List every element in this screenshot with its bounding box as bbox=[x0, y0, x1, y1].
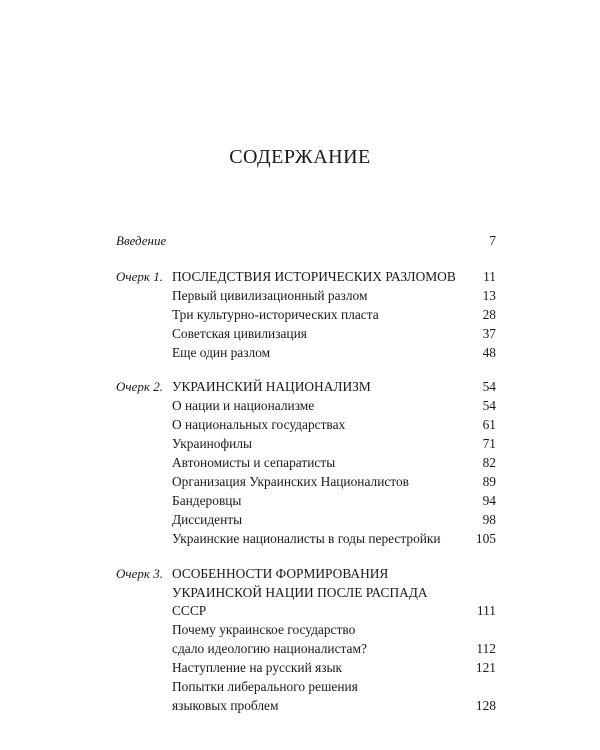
toc-entry bbox=[116, 454, 496, 473]
toc-page-number: 61 bbox=[482, 417, 496, 433]
toc-entry-title bbox=[172, 454, 460, 473]
toc-section bbox=[116, 565, 496, 716]
toc-page-number: 71 bbox=[482, 436, 496, 452]
toc-page-number: 111 bbox=[476, 603, 496, 619]
toc-title-line: ОСОБЕННОСТИ ФОРМИРОВАНИЯ bbox=[172, 565, 389, 581]
toc-page-number: 13 bbox=[482, 287, 496, 303]
toc-title-line: Попытки либерального решения bbox=[172, 679, 358, 695]
toc-section-heading bbox=[116, 268, 496, 287]
toc-title-line: УКРАИНСКОЙ НАЦИИ ПОСЛЕ РАСПАДА bbox=[172, 584, 428, 600]
toc-section-label: Очерк 2. bbox=[116, 379, 163, 395]
toc-title-line: Украинские националисты в годы перестройки bbox=[172, 530, 441, 546]
toc-title-line: Почему украинское государство bbox=[172, 622, 356, 638]
toc-page-number: 28 bbox=[482, 306, 496, 322]
toc-section bbox=[116, 378, 496, 548]
toc-page-number: 105 bbox=[475, 530, 496, 546]
toc-page-number: 94 bbox=[482, 492, 496, 508]
toc-page-number: 112 bbox=[476, 641, 496, 657]
toc-entry bbox=[116, 678, 496, 716]
toc-section-label: Очерк 3. bbox=[116, 565, 163, 581]
toc-entry-title bbox=[172, 678, 460, 716]
toc-title-line: Диссиденты bbox=[172, 511, 243, 527]
toc-entry-title bbox=[172, 621, 460, 659]
toc-entry bbox=[116, 492, 496, 511]
toc-entry-title bbox=[172, 325, 460, 344]
page-title: СОДЕРЖАНИЕ bbox=[229, 146, 371, 168]
toc-page-number: 98 bbox=[482, 511, 496, 527]
toc-page-number: 121 bbox=[475, 660, 496, 676]
toc-title-line: Украинофилы bbox=[172, 436, 252, 452]
toc-title-line: О нации и национализме bbox=[172, 398, 315, 414]
toc-sections bbox=[116, 268, 496, 716]
toc-section-label: Очерк 1. bbox=[116, 268, 163, 284]
toc-title-line: О национальных государствах bbox=[172, 417, 346, 433]
toc-title-line: ПОСЛЕДСТВИЯ ИСТОРИЧЕСКИХ РАЗЛОМОВ bbox=[172, 268, 456, 284]
toc-entry-title bbox=[172, 659, 460, 678]
toc-entry-title bbox=[172, 492, 460, 511]
toc-entry-title bbox=[172, 530, 460, 549]
toc-title-line: сдало идеологию националистам? bbox=[172, 641, 367, 657]
toc-title-line: Автономисты и сепаратисты bbox=[172, 455, 336, 471]
toc-entry-title bbox=[172, 473, 460, 492]
toc-entry bbox=[116, 530, 496, 549]
toc-page-number: 37 bbox=[482, 325, 496, 341]
toc-title-line: Организация Украинских Националистов bbox=[172, 473, 409, 489]
toc-entry-title bbox=[172, 511, 460, 530]
toc-entry bbox=[116, 416, 496, 435]
toc-entry bbox=[116, 325, 496, 344]
toc-section-title bbox=[172, 268, 460, 287]
toc-section-heading bbox=[116, 378, 496, 397]
toc-entry-title bbox=[172, 397, 460, 416]
toc-entry-title bbox=[172, 287, 460, 306]
toc-page-number: 89 bbox=[482, 473, 496, 489]
toc-title-line: УКРАИНСКИЙ НАЦИОНАЛИЗМ bbox=[172, 379, 371, 395]
toc-title-line: Три культурно-исторических пласта bbox=[172, 306, 379, 322]
toc-section-title bbox=[172, 565, 460, 622]
toc-entry bbox=[116, 511, 496, 530]
toc-section-heading bbox=[116, 565, 496, 622]
toc-page-number: 54 bbox=[482, 398, 496, 414]
table-of-contents bbox=[116, 232, 496, 732]
toc-entry-title bbox=[172, 306, 460, 325]
toc-section-title bbox=[172, 378, 460, 397]
toc-title-line: Первый цивилизационный разлом bbox=[172, 287, 368, 303]
toc-title-line: языковых проблем bbox=[172, 697, 279, 713]
toc-entry bbox=[116, 435, 496, 454]
toc-entry-title bbox=[172, 435, 460, 454]
toc-page-number: 128 bbox=[475, 697, 496, 713]
toc-page-number: 82 bbox=[482, 455, 496, 471]
toc-entry bbox=[116, 344, 496, 363]
toc-page-number: 48 bbox=[482, 344, 496, 360]
toc-entry bbox=[116, 306, 496, 325]
toc-entry bbox=[116, 397, 496, 416]
toc-section bbox=[116, 268, 496, 363]
toc-title-line: Наступление на русский язык bbox=[172, 660, 343, 676]
toc-entry bbox=[116, 621, 496, 659]
toc-entry-title bbox=[172, 416, 460, 435]
toc-title-line: Советская цивилизация bbox=[172, 325, 307, 341]
toc-intro-label: Введение bbox=[116, 233, 167, 248]
toc-entry bbox=[116, 287, 496, 306]
toc-page-number: 54 bbox=[482, 379, 496, 395]
toc-title-line: СССР bbox=[172, 603, 207, 619]
toc-intro-row bbox=[116, 232, 496, 251]
toc-page-number: 11 bbox=[483, 268, 496, 284]
toc-title-line: Еще один разлом bbox=[172, 344, 271, 360]
toc-title-line: Бандеровцы bbox=[172, 492, 242, 508]
toc-entry-title bbox=[172, 344, 460, 363]
toc-entry bbox=[116, 473, 496, 492]
toc-page-number: 7 bbox=[489, 233, 496, 248]
toc-entry bbox=[116, 659, 496, 678]
